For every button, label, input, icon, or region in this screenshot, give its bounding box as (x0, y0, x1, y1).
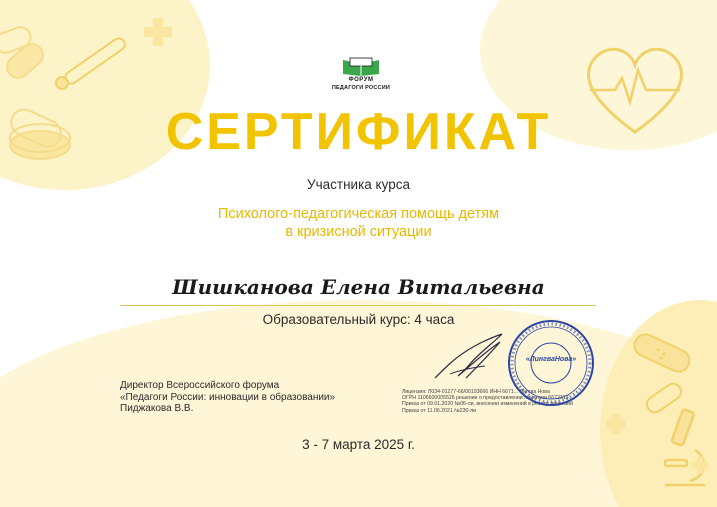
cross-icon-bottom (604, 412, 628, 436)
course-hours: Образовательный курс: 4 часа (262, 312, 455, 327)
cross-icon (140, 14, 176, 50)
book-icon (341, 56, 381, 76)
director-line-1: Директор Всероссийского форума (120, 380, 280, 391)
course-date: 3 - 7 марта 2025 г. (302, 437, 415, 452)
name-underline (120, 305, 596, 306)
license-line-2: ОГРН 1106600005526 решение о предоставлении лицензии 6672313... (402, 395, 573, 402)
director-line-2: «Педагоги России: инновации в образовании» (120, 391, 336, 403)
course-title-line-1: Психолого-педагогическая помощь детям (217, 206, 500, 222)
license-line-4: Приказ от 11.06.2021 №230-ли (402, 407, 477, 414)
license-line-1: Лицензия: Л034-01277-66/00193666 ИНН 6671... Лингва Нова (402, 389, 550, 395)
recipient-name: Шишканова Елена Витальевна (172, 275, 545, 299)
bandage-icon (628, 330, 698, 380)
course-title-line-2: в кризисной ситуации (285, 224, 432, 240)
signature (430, 330, 510, 382)
certificate-title: СЕРТИФИКАТ (165, 103, 552, 161)
director-block (120, 380, 335, 415)
stamp-text: «ЛингваНова» (525, 356, 577, 363)
certificate-subtitle: Участника курса (307, 177, 410, 192)
logo-top-text: ФОРУМ (348, 77, 374, 83)
course-title (0, 205, 717, 241)
director-name: Пиджакова В.В. (120, 403, 194, 414)
cross-icon-bottom-2 (690, 455, 710, 475)
forum-logo (330, 56, 392, 100)
official-stamp (506, 318, 596, 408)
license-line-3: Приказ от 09.01.2020 №06-ли, внесении изменений в реестр лицензий (402, 401, 573, 408)
logo-bottom-text: ПЕДАГОГИ РОССИИ (331, 85, 391, 91)
thermometer-icon (50, 35, 140, 95)
